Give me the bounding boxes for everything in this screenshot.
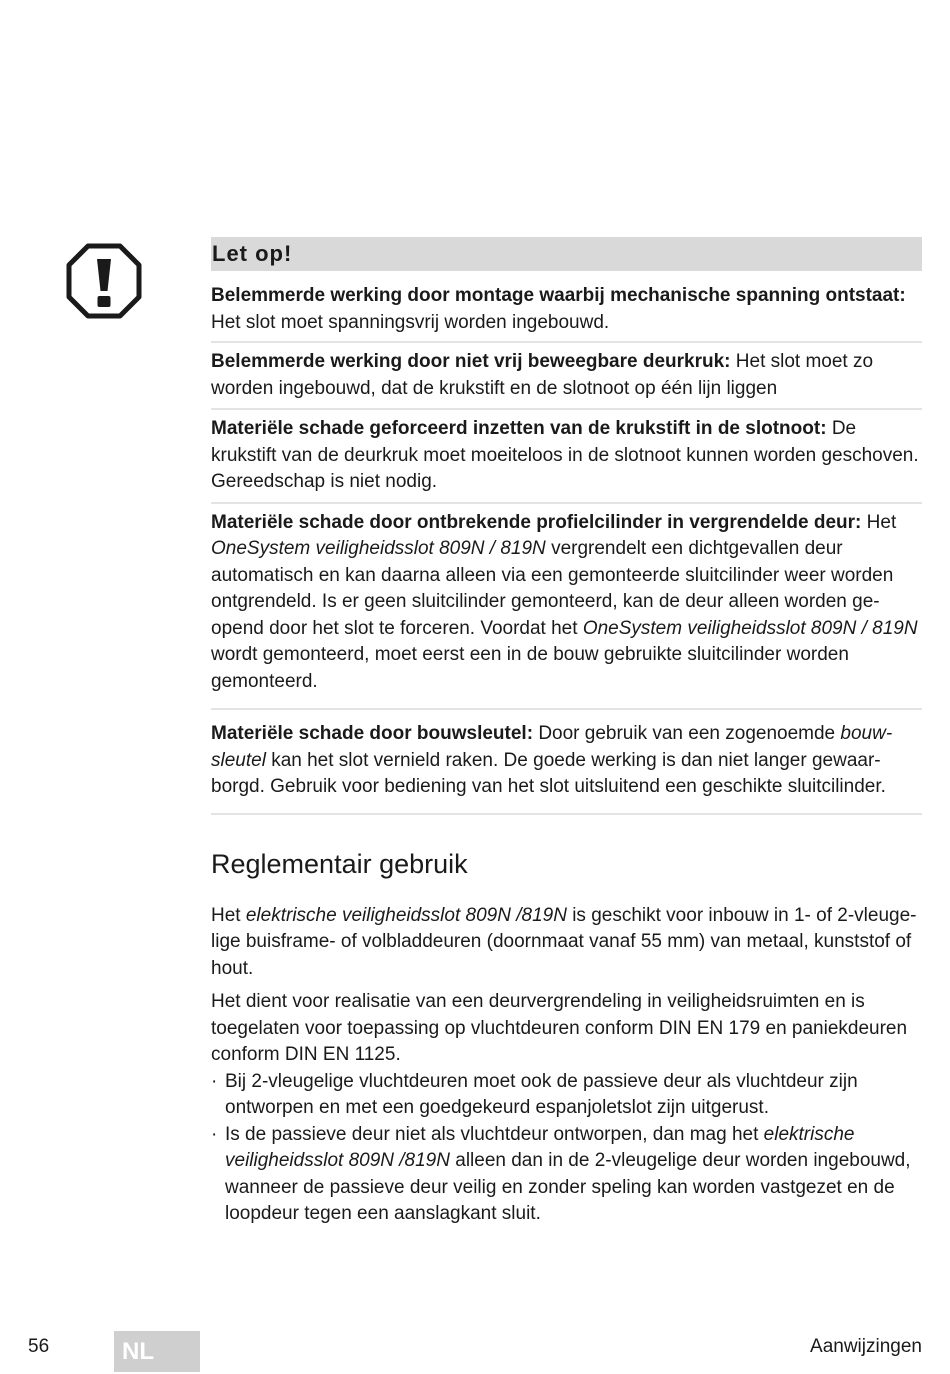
notice-heading: Materiële schade geforceerd inzetten van de krukstift in de slotnoot: — [211, 418, 827, 439]
list-item-text: Bij 2-vleugelige vluchtdeuren moet ook de passieve deur als vluchtdeur zijn ontworpen en met een goedgekeurd espanjoletslot zijn uitgerust. — [225, 1070, 858, 1119]
notice-heading: Belemmerde werking door montage waarbij mechanische spanning ontstaat: — [211, 285, 906, 306]
list-item — [211, 1122, 922, 1228]
notice-construction-key — [211, 721, 922, 815]
notice-text: kan het slot vernield raken. De goede werking is dan niet langer gewaarborgd. Gebruik voor bediening van het slot uitsluitend een geschikte sluitcilinder. — [211, 749, 886, 797]
paragraph-text: Het — [211, 904, 241, 926]
notice-text: vergrendelt een dichtgevallen deur automatisch en kan daarna alleen via een gemonteerde sluitcilinder weer worden ontgrendeld. Is er geen sluitcilinder gemonteerd, kan de deur alleen worden geopend door het slot te forceren. Voordat het — [211, 538, 894, 639]
notice-text: Door gebruik van een zogenoemde — [538, 723, 836, 744]
notice-text: Het slot moet zo worden ingebouwd, dat de krukstift en de slotnoot op één lijn liggen — [211, 351, 874, 399]
term: bouwsleutel — [211, 723, 893, 771]
warning-heading: Let op! — [211, 237, 922, 271]
language-badge: NL — [114, 1331, 200, 1372]
notice-text: De krukstift van de deurkruk moet moeiteloos in de slotnoot kunnen worden geschoven. Gereedschap is niet nodig. — [211, 418, 919, 492]
main-content — [211, 237, 922, 1228]
notice-heading: Belemmerde werking door niet vrij beweegbare deurkruk: — [211, 351, 731, 372]
list-item-text: alleen dan in de 2-vleugelige deur worden ingebouwd, wanneer de passieve deur veilig en zonder speling kan worden vastgezet en de loopdeur tegen een aanslagkant sluit. — [225, 1150, 911, 1225]
footer-section-name: Aanwijzingen — [810, 1336, 922, 1357]
product-name: elektrische veiligheidsslot 809N /819N — [245, 904, 567, 926]
paragraph: Het dient voor realisatie van een deurvergrendeling in veiligheidsruimten en is toegelaten voor toepassing op vluchtdeuren conform DIN EN 179 en paniekdeuren conform DIN EN 1125. — [211, 991, 908, 1066]
paragraph — [211, 903, 922, 983]
bullet-list — [211, 1069, 922, 1228]
notice-mechanical-tension — [211, 283, 922, 343]
notice-heading: Materiële schade door ontbrekende profielcilinder in vergrendelde deur: — [211, 511, 862, 533]
notice-text: Het — [866, 511, 897, 533]
section-title: Reglementair gebruik — [211, 848, 468, 879]
notice-forced-insertion — [211, 416, 922, 504]
notice-heading: Materiële schade door bouwsleutel: — [211, 723, 534, 744]
page-number: 56 — [28, 1336, 50, 1357]
notice-missing-cylinder — [211, 510, 922, 711]
warning-octagon-icon — [66, 243, 142, 319]
notice-text: wordt gemonteerd, moet eerst een in de bouw gebruikte sluitcilinder worden gemonteerd. — [211, 644, 849, 692]
product-name: OneSystem veiligheidsslot 809N / 819N — [582, 617, 918, 639]
product-name: OneSystem veiligheidsslot 809N / 819N — [211, 538, 546, 559]
list-item — [211, 1069, 922, 1122]
notice-door-handle — [211, 349, 922, 410]
notice-text: Het slot moet spanningsvrij worden ingebouwd. — [211, 311, 610, 333]
list-item-text: Is de passieve deur niet als vluchtdeur ontworpen, dan mag het — [225, 1123, 759, 1145]
paragraph-text: is geschikt voor inbouw in 1- of 2-vleugelige buisframe- of volbladdeuren (doornmaat vanaf 55 mm) van metaal, kunststof of hout. — [211, 904, 917, 979]
product-name: elektrische veiligheidsslot 809N /819N — [225, 1123, 855, 1172]
